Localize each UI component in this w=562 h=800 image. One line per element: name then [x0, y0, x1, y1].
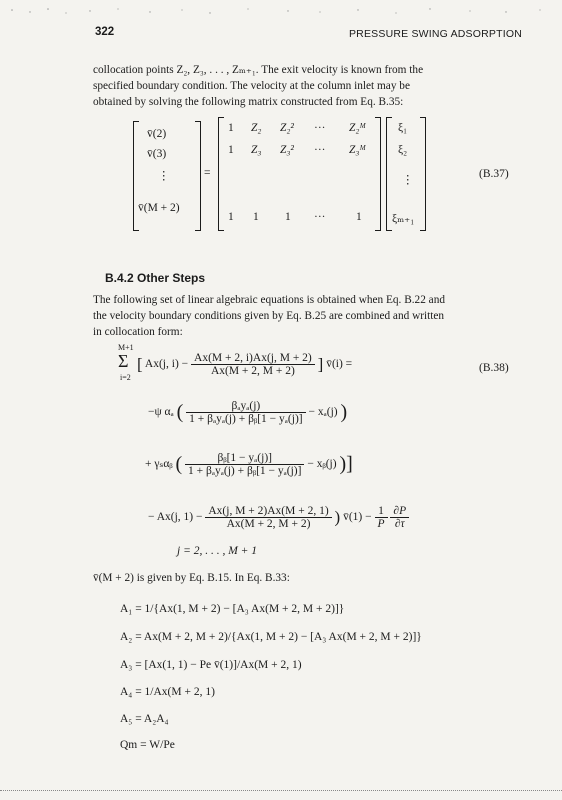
definition-line: A₅ = A₂A₄ — [120, 713, 169, 725]
eq38-fraction — [375, 505, 388, 530]
section-paragraph — [93, 292, 521, 340]
matrix-cell: 1 — [228, 122, 234, 134]
page-number: 322 — [95, 26, 115, 38]
matrix-cell: 1 — [285, 211, 291, 223]
sum-lower-limit: i=2 — [120, 373, 131, 382]
definition-line: A₂ = Ax(M + 2, M + 2)/{Ax(1, M + 2) − [A₃ Ax(M + 2, M + 2)]} — [120, 631, 422, 643]
matrix-cell: 1 — [356, 211, 362, 223]
eq38-term: −ψ αₐ — [148, 406, 174, 419]
fraction-denominator: ∂τ — [394, 518, 405, 530]
definition-line: A₄ = 1/Ax(M + 2, 1) — [120, 686, 215, 698]
definition-line: A₁ = 1/{Ax(1, M + 2) − [A₃ Ax(M + 2, M + 2)]} — [120, 603, 345, 615]
rhs-entry: ξ₁ — [398, 122, 408, 134]
fraction-numerator: Ax(M + 2, i)Ax(j, M + 2) — [191, 352, 315, 365]
matrix-cell: 1 — [228, 211, 234, 223]
matrix-cell: ··· — [314, 122, 326, 134]
intro-line: specified boundary condition. The velocity at the column inlet may be — [93, 80, 410, 92]
lhs-entry: v̄(3) — [147, 148, 167, 160]
matrix-cell: ··· — [314, 211, 326, 223]
after-paragraph — [93, 570, 521, 586]
fraction-numerator: βₐyₐ(j) — [186, 400, 305, 413]
matrix-cell: Z₂ᴹ — [349, 122, 366, 134]
fraction-denominator: P — [377, 518, 385, 530]
matrix-cell: Z₂² — [280, 122, 294, 134]
lhs-entry: ⋮ — [158, 170, 170, 182]
matrix-cell: Z₃² — [280, 144, 294, 156]
rhs-entry: ⋮ — [402, 174, 414, 186]
fraction-numerator: βᵦ[1 − yₐ(j)] — [185, 452, 304, 465]
eq38-line4: − Ax(j, 1) − $\frac{Ax(j, M + 2)Ax(M + 2, 1)}{Ax(M + 2, M + 2)}$ ) v̄(1) − $\frac{1}{P}$ $\frac{\partial P}{\partial\tau}$ — [148, 505, 409, 530]
equals-sign: = — [204, 167, 211, 179]
sum-symbol: Σ — [118, 351, 129, 371]
sum-upper-limit: M+1 — [118, 343, 134, 352]
eq38-line2: −ψ αₐ ( $\frac{\text{βₐyₐ(j)}}{\text{1 + βₐyₐ(j) + βᵦ[1 − yₐ(j)]}}$ − xₐ(j) ) — [148, 400, 348, 425]
lhs-entry: v̄(2) — [147, 128, 167, 140]
lhs-entry: v̄(M + 2) — [138, 202, 180, 214]
fraction-numerator: Ax(j, M + 2)Ax(M + 2, 1) — [205, 505, 331, 518]
fraction-numerator: 1 — [375, 505, 388, 518]
eq38-line1: [ Ax(j, i) − $\frac{Ax(M + 2, i)Ax(j, M + 2)}{Ax(M + 2, M + 2)}$ ] v̄(i) = — [137, 352, 353, 377]
section-line: in collocation form: — [93, 326, 183, 338]
definition-line: A₃ = [Ax(1, 1) − Pe v̄(1)]/Ax(M + 2, 1) — [120, 659, 302, 671]
intro-paragraph — [93, 62, 521, 110]
eq38-fraction — [191, 352, 315, 377]
matrix-cell: 1 — [253, 211, 259, 223]
eq38-fraction — [185, 452, 304, 477]
after-line: v̄(M + 2) is given by Eq. B.15. In Eq. B.33: — [93, 572, 290, 584]
eq38-term: v̄(i) = — [326, 358, 353, 371]
eq38-term: − xᵦ(j) — [307, 458, 337, 471]
matrix-cell: ··· — [314, 144, 326, 156]
definition-line: Qm = W/Pe — [120, 739, 175, 751]
scan-edge-line — [0, 790, 562, 792]
index-range: j = 2, . . . , M + 1 — [177, 545, 258, 557]
rhs-entry: ξₘ₊₁ — [392, 213, 415, 225]
fraction-numerator: ∂P — [390, 505, 409, 518]
matrix-cell: Z₃ — [251, 144, 262, 156]
equation-number: (B.38) — [479, 362, 509, 374]
eq38-term: + γₛαᵦ — [145, 458, 173, 471]
fraction-denominator: Ax(M + 2, M + 2) — [210, 365, 295, 377]
intro-line: obtained by solving the following matrix constructed from Eq. B.35: — [93, 96, 404, 108]
fraction-denominator: 1 + βₐyₐ(j) + βᵦ[1 − yₐ(j)] — [188, 465, 302, 477]
eq38-fraction — [390, 505, 409, 530]
eq38-term: − xₐ(j) — [308, 406, 338, 419]
eq38-fraction — [205, 505, 331, 530]
section-line: the velocity boundary conditions given by Eq. B.25 are combined and written — [93, 310, 445, 322]
fraction-denominator: 1 + βₐyₐ(j) + βᵦ[1 − yₐ(j)] — [189, 413, 303, 425]
eq38-fraction — [186, 400, 305, 425]
section-line: The following set of linear algebraic equations is obtained when Eq. B.22 and — [93, 294, 445, 306]
matrix-cell: 1 — [228, 144, 234, 156]
scan-dust — [0, 0, 562, 20]
rhs-entry: ξ₂ — [398, 144, 408, 156]
eq38-term: v̄(1) − — [343, 511, 372, 524]
eq38-term: Ax(j, i) − — [144, 358, 189, 371]
eq38-line3: + γₛαᵦ ( $\frac{\text{βᵦ[1 − yₐ(j)]}}{\text{1 + βₐyₐ(j) + βᵦ[1 − yₐ(j)]}}$ − xᵦ(j) )] — [145, 452, 353, 477]
intro-line: collocation points Z₂, Z₃, . . . , Zₘ₊₁. The exit velocity is known from the — [93, 64, 424, 76]
eq38-term: − Ax(j, 1) − — [148, 511, 203, 524]
matrix-cell: Z₂ — [251, 122, 262, 134]
running-head: PRESSURE SWING ADSORPTION — [348, 28, 522, 40]
fraction-denominator: Ax(M + 2, M + 2) — [226, 518, 311, 530]
equation-number: (B.37) — [479, 168, 509, 180]
matrix-cell: Z₃ᴹ — [349, 144, 366, 156]
section-heading: B.4.2 Other Steps — [105, 271, 206, 285]
